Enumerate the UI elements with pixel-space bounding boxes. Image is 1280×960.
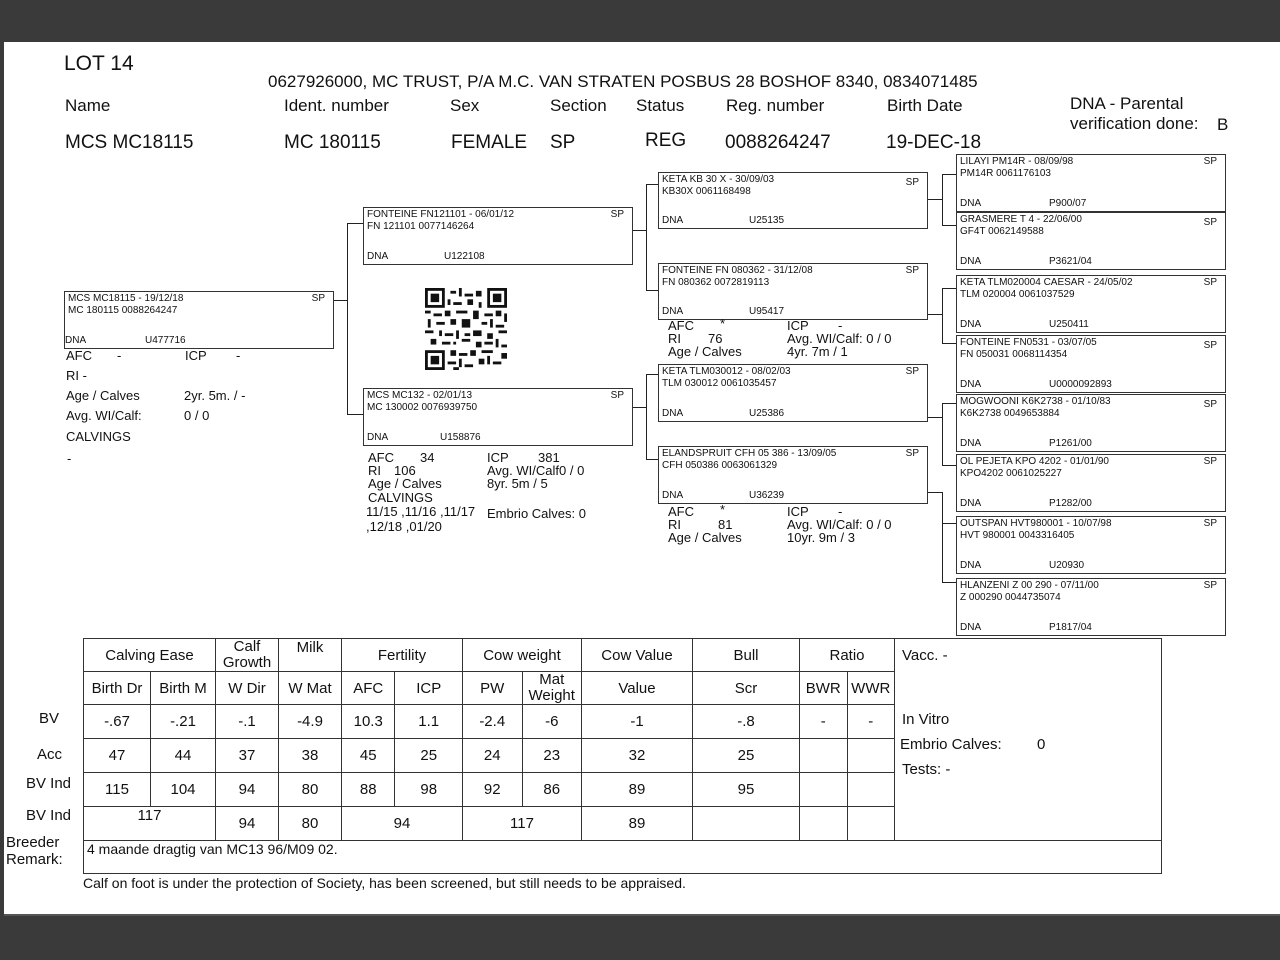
icp-label: ICP bbox=[185, 348, 207, 363]
cell: 44 bbox=[151, 739, 216, 773]
ggp2-sub: GF4T 0062149588 bbox=[960, 226, 1044, 237]
cell: 1.1 bbox=[395, 705, 463, 739]
ggp2-title: GRASMERE T 4 - 22/06/00 bbox=[960, 214, 1082, 225]
cell: 89 bbox=[582, 773, 693, 807]
group-bull: Bull bbox=[693, 639, 800, 672]
ggp7-dna-value: U20930 bbox=[1049, 560, 1085, 571]
header-name: Name bbox=[65, 96, 111, 115]
cell: -1 bbox=[582, 705, 693, 739]
cell bbox=[800, 773, 848, 807]
grandparent-box-4 bbox=[658, 446, 928, 504]
connector bbox=[942, 288, 956, 289]
ggp1-title: LILAYI PM14R - 08/09/98 bbox=[960, 156, 1074, 167]
col-w-mat: W Mat bbox=[279, 672, 342, 705]
dam-dna-value: U158876 bbox=[440, 432, 481, 443]
group-calf-growth bbox=[216, 639, 279, 672]
cell: 115 bbox=[84, 773, 151, 807]
ggp8-dna-value: P1817/04 bbox=[1049, 622, 1092, 633]
header-dna-1: DNA - Parental bbox=[1070, 94, 1184, 113]
great-grandparent-box-7 bbox=[956, 516, 1226, 574]
col-icp: ICP bbox=[395, 672, 463, 705]
ggp7-dna-label: DNA bbox=[960, 560, 982, 571]
connector bbox=[926, 199, 942, 200]
embrio-calves-value: 0 bbox=[1037, 736, 1046, 753]
cell: - bbox=[800, 705, 848, 739]
dam-sub: MC 130002 0076939750 bbox=[367, 402, 478, 413]
header-sex: Sex bbox=[450, 96, 480, 115]
connector bbox=[646, 374, 647, 460]
header-status: Status bbox=[636, 96, 685, 115]
in-vitro-text: In Vitro bbox=[902, 711, 950, 728]
ggp8-sp: SP bbox=[1203, 580, 1217, 591]
row-label-bv: BV bbox=[39, 710, 60, 727]
gp4-age-value: 10yr. 9m / 3 bbox=[787, 530, 855, 545]
gp1-sub: KB30X 0061168498 bbox=[662, 186, 751, 197]
row-label-acc: Acc bbox=[37, 746, 63, 763]
connector bbox=[631, 407, 646, 408]
gp3-title: KETA TLM030012 - 08/02/03 bbox=[662, 366, 791, 377]
cell: 80 bbox=[279, 773, 342, 807]
ggp5-sub: K6K2738 0049653884 bbox=[960, 408, 1060, 419]
footer-note: Calf on foot is under the protection of Society, has been screened, but still needs to be appraised. bbox=[83, 875, 686, 891]
ggp6-dna-label: DNA bbox=[960, 498, 982, 509]
gp2-dna-value: U95417 bbox=[749, 306, 785, 317]
great-grandparent-box-4 bbox=[956, 335, 1226, 393]
animal-ident: MC 180115 bbox=[284, 132, 381, 153]
gp2-sp: SP bbox=[905, 265, 919, 276]
ri-label: RI - bbox=[66, 368, 87, 383]
gp2-dna-label: DNA bbox=[662, 306, 684, 317]
vacc-text: Vacc. - bbox=[902, 647, 948, 664]
ggp4-title: FONTEINE FN0531 - 03/07/05 bbox=[960, 337, 1097, 348]
great-grandparent-box-5 bbox=[956, 394, 1226, 452]
ggp5-dna-label: DNA bbox=[960, 438, 982, 449]
connector bbox=[942, 403, 956, 404]
lot-sheet bbox=[4, 42, 1280, 916]
gp2-afc-value: * bbox=[720, 316, 726, 331]
connector bbox=[942, 174, 956, 175]
subject-sp: SP bbox=[311, 293, 325, 304]
calf-growth-line-2: Growth bbox=[222, 654, 272, 671]
dam-sp: SP bbox=[610, 390, 624, 401]
connector bbox=[646, 459, 658, 460]
breeding-values-table bbox=[83, 638, 1162, 874]
cell: 23 bbox=[522, 739, 582, 773]
ggp7-sub: HVT 980001 0043316405 bbox=[960, 530, 1075, 541]
age-label: Age / Calves bbox=[66, 388, 140, 403]
age-value: 2yr. 5m. / - bbox=[184, 388, 246, 403]
subject-dna-value: U477716 bbox=[145, 335, 186, 346]
gp2-age-label: Age / Calves bbox=[668, 344, 742, 359]
ggp5-sp: SP bbox=[1203, 399, 1217, 410]
gp2-ri-label: RI bbox=[668, 331, 681, 346]
afc-value: - bbox=[117, 348, 122, 363]
ggp2-sp: SP bbox=[1203, 217, 1217, 228]
connector bbox=[347, 223, 348, 415]
connector bbox=[332, 300, 347, 301]
gp2-icp-label: ICP bbox=[787, 318, 809, 333]
connector bbox=[942, 582, 956, 583]
gp4-afc-label: AFC bbox=[668, 504, 694, 519]
cell: 94 bbox=[342, 807, 463, 841]
cell: 37 bbox=[216, 739, 279, 773]
ggp3-title: KETA TLM020004 CAESAR - 24/05/02 bbox=[960, 277, 1133, 288]
gp4-title: ELANDSPRUIT CFH 05 386 - 13/09/05 bbox=[662, 448, 837, 459]
dam-icp-value: 381 bbox=[538, 450, 560, 465]
sire-dna-label: DNA bbox=[367, 251, 389, 262]
animal-section: SP bbox=[550, 132, 576, 153]
cell: 88 bbox=[342, 773, 395, 807]
afc-label: AFC bbox=[66, 348, 92, 363]
dna-value: B bbox=[1217, 115, 1229, 134]
connector bbox=[646, 374, 658, 375]
cell bbox=[847, 807, 895, 841]
connector bbox=[942, 465, 956, 466]
connector bbox=[631, 230, 646, 231]
grandparent-box-3 bbox=[658, 364, 928, 422]
sire-box bbox=[363, 207, 633, 265]
col-birth-dr: Birth Dr bbox=[84, 672, 151, 705]
cell: -2.4 bbox=[463, 705, 523, 739]
col-wwr: WWR bbox=[847, 672, 895, 705]
dam-title: MCS MC132 - 02/01/13 bbox=[367, 390, 473, 401]
group-cow-value: Cow Value bbox=[582, 639, 693, 672]
gp4-dna-label: DNA bbox=[662, 490, 684, 501]
ggp8-dna-label: DNA bbox=[960, 622, 982, 633]
dam-avg: Avg. WI/Calf0 / 0 bbox=[487, 463, 585, 478]
connector bbox=[646, 290, 658, 291]
subject-box bbox=[64, 291, 334, 349]
col-scr: Scr bbox=[693, 672, 800, 705]
cell bbox=[847, 773, 895, 807]
cell: 25 bbox=[693, 739, 800, 773]
dam-icp-label: ICP bbox=[487, 450, 509, 465]
sire-title: FONTEINE FN121101 - 06/01/12 bbox=[367, 209, 515, 220]
dam-calvings-2: ,12/18 ,01/20 bbox=[366, 519, 442, 534]
ggp1-sub: PM14R 0061176103 bbox=[960, 168, 1051, 179]
owner-line: 0627926000, MC TRUST, P/A M.C. VAN STRATEN POSBUS 28 BOSHOF 8340, 0834071485 bbox=[268, 72, 978, 91]
cell: 104 bbox=[151, 773, 216, 807]
connector bbox=[926, 417, 942, 418]
gp1-title: KETA KB 30 X - 30/09/03 bbox=[662, 174, 775, 185]
ggp5-dna-value: P1261/00 bbox=[1049, 438, 1092, 449]
ggp8-title: HLANZENI Z 00 290 - 07/11/00 bbox=[960, 580, 1099, 591]
col-bwr: BWR bbox=[800, 672, 848, 705]
embrio-calves-label: Embrio Calves: bbox=[900, 736, 1002, 753]
gp4-age-label: Age / Calves bbox=[668, 530, 742, 545]
great-grandparent-box-3 bbox=[956, 275, 1226, 333]
gp4-ri-label: RI bbox=[668, 517, 681, 532]
header-ident: Ident. number bbox=[284, 96, 389, 115]
connector bbox=[942, 492, 943, 583]
ggp3-sp: SP bbox=[1203, 277, 1217, 288]
calvings-label: CALVINGS bbox=[66, 429, 131, 444]
animal-sex: FEMALE bbox=[451, 132, 528, 153]
side-panel bbox=[895, 639, 1162, 841]
dam-ri-label: RI bbox=[368, 463, 381, 478]
gp2-ri-value: 76 bbox=[708, 331, 723, 346]
sire-sp: SP bbox=[610, 209, 624, 220]
cell: 92 bbox=[463, 773, 523, 807]
animal-birth: 19-DEC-18 bbox=[886, 132, 982, 153]
cell: 24 bbox=[463, 739, 523, 773]
gp4-sp: SP bbox=[905, 448, 919, 459]
gp2-avg: Avg. WI/Calf: 0 / 0 bbox=[787, 331, 892, 346]
gp2-performance bbox=[668, 318, 918, 358]
cell bbox=[847, 739, 895, 773]
grandparent-box-2 bbox=[658, 263, 928, 320]
cell bbox=[800, 807, 848, 841]
gp2-afc-label: AFC bbox=[668, 318, 694, 333]
ggp6-sp: SP bbox=[1203, 456, 1217, 467]
gp1-dna-label: DNA bbox=[662, 215, 684, 226]
ggp2-dna-label: DNA bbox=[960, 256, 982, 267]
cell bbox=[693, 807, 800, 841]
cell: -.67 bbox=[84, 705, 151, 739]
ggp5-title: MOGWOONI K6K2738 - 01/10/83 bbox=[960, 396, 1111, 407]
gp4-sub: CFH 050386 0063061329 bbox=[662, 460, 778, 471]
connector bbox=[646, 184, 647, 291]
cell: 47 bbox=[84, 739, 151, 773]
cell: -4.9 bbox=[279, 705, 342, 739]
ggp6-title: OL PEJETA KPO 4202 - 01/01/90 bbox=[960, 456, 1109, 467]
connector bbox=[347, 223, 363, 224]
subject-performance bbox=[66, 348, 326, 478]
gp1-sp: SP bbox=[905, 177, 919, 188]
cell: 25 bbox=[395, 739, 463, 773]
connector bbox=[942, 288, 943, 344]
great-grandparent-box-1 bbox=[956, 154, 1226, 212]
header-reg: Reg. number bbox=[726, 96, 825, 115]
great-grandparent-box-2 bbox=[956, 212, 1226, 270]
ggp3-sub: TLM 020004 0061037529 bbox=[960, 289, 1075, 300]
gp1-dna-value: U25135 bbox=[749, 215, 785, 226]
dam-embrio: Embrio Calves: 0 bbox=[487, 506, 586, 521]
animal-reg: 0088264247 bbox=[725, 132, 831, 153]
gp2-icp-value: - bbox=[838, 318, 843, 333]
gp4-avg: Avg. WI/Calf: 0 / 0 bbox=[787, 517, 892, 532]
ggp7-title: OUTSPAN HVT980001 - 10/07/98 bbox=[960, 518, 1112, 529]
group-milk: Milk bbox=[279, 639, 342, 672]
cell: 95 bbox=[693, 773, 800, 807]
gp4-icp-label: ICP bbox=[787, 504, 809, 519]
group-calving-ease: Calving Ease bbox=[84, 639, 216, 672]
cell: -.21 bbox=[151, 705, 216, 739]
ggp3-dna-label: DNA bbox=[960, 319, 982, 330]
group-fertility: Fertility bbox=[342, 639, 463, 672]
calvings-value: - bbox=[67, 451, 72, 466]
ggp2-dna-value: P3621/04 bbox=[1049, 256, 1092, 267]
calf-growth-line-1: Calf bbox=[233, 638, 261, 655]
ggp1-sp: SP bbox=[1203, 156, 1217, 167]
cell: -.8 bbox=[693, 705, 800, 739]
breeder-remark: 4 maande dragtig van MC13 96/M09 02. bbox=[84, 841, 1162, 874]
ggp7-sp: SP bbox=[1203, 518, 1217, 529]
ggp8-sub: Z 000290 0044735074 bbox=[960, 592, 1061, 603]
col-mat-weight bbox=[522, 672, 582, 705]
dam-calvings-1: 11/15 ,11/16 ,11/17 bbox=[366, 504, 476, 519]
group-cow-weight: Cow weight bbox=[463, 639, 582, 672]
row-label-bv-ind-2: BV Ind bbox=[26, 807, 72, 824]
gp3-sp: SP bbox=[905, 366, 919, 377]
ggp4-dna-label: DNA bbox=[960, 379, 982, 390]
sire-sub: FN 121101 0077146264 bbox=[367, 221, 475, 232]
dam-afc-label: AFC bbox=[368, 450, 394, 465]
header-section: Section bbox=[550, 96, 607, 115]
cell: - bbox=[847, 705, 895, 739]
cell: 94 bbox=[216, 807, 279, 841]
ggp6-dna-value: P1282/00 bbox=[1049, 498, 1092, 509]
weight-line: Weight bbox=[528, 687, 575, 704]
gp3-dna-value: U25386 bbox=[749, 408, 785, 419]
col-value: Value bbox=[582, 672, 693, 705]
gp2-age-value: 4yr. 7m / 1 bbox=[787, 344, 848, 359]
connector bbox=[646, 184, 658, 185]
col-w-dir: W Dir bbox=[216, 672, 279, 705]
great-grandparent-box-8 bbox=[956, 578, 1226, 636]
cell: 98 bbox=[395, 773, 463, 807]
row-label-bv-ind: BV Ind bbox=[26, 775, 72, 792]
cell: 89 bbox=[582, 807, 693, 841]
cell: -.1 bbox=[216, 705, 279, 739]
cell: 38 bbox=[279, 739, 342, 773]
gp3-dna-label: DNA bbox=[662, 408, 684, 419]
gp3-sub: TLM 030012 0061035457 bbox=[662, 378, 777, 389]
col-birth-m: Birth M bbox=[151, 672, 216, 705]
connector bbox=[942, 403, 943, 466]
col-pw: PW bbox=[463, 672, 523, 705]
gp4-ri-value: 81 bbox=[718, 517, 733, 532]
connector bbox=[942, 225, 956, 226]
gp4-afc-value: * bbox=[720, 502, 726, 517]
avg-value: 0 / 0 bbox=[184, 408, 210, 423]
subject-title: MCS MC18115 - 19/12/18 bbox=[68, 293, 184, 304]
connector bbox=[942, 343, 956, 344]
dam-afc-value: 34 bbox=[420, 450, 435, 465]
cell: 45 bbox=[342, 739, 395, 773]
ggp6-sub: KPO4202 0061025227 bbox=[960, 468, 1062, 479]
dam-ri-value: 106 bbox=[394, 463, 416, 478]
connector bbox=[942, 523, 956, 524]
col-afc: AFC bbox=[342, 672, 395, 705]
gp4-performance bbox=[668, 504, 918, 544]
gp4-icp-value: - bbox=[838, 504, 843, 519]
ggp3-dna-value: U250411 bbox=[1049, 319, 1089, 330]
subject-sub: MC 180115 0088264247 bbox=[68, 305, 178, 316]
connector bbox=[347, 414, 363, 415]
grandparent-box-1 bbox=[658, 172, 928, 229]
ggp4-sp: SP bbox=[1203, 340, 1217, 351]
gp2-sub: FN 080362 0072819113 bbox=[662, 277, 770, 288]
dam-age-value: 8yr. 5m / 5 bbox=[487, 476, 548, 491]
dam-calvings-label: CALVINGS bbox=[368, 490, 433, 505]
sire-dna-value: U122108 bbox=[444, 251, 485, 262]
cell: 32 bbox=[582, 739, 693, 773]
header-birth: Birth Date bbox=[887, 96, 963, 115]
animal-status: REG bbox=[645, 130, 687, 151]
icp-value: - bbox=[236, 348, 241, 363]
header-dna-2: verification done: bbox=[1070, 114, 1199, 133]
dam-performance bbox=[368, 450, 628, 540]
gp4-dna-value: U36239 bbox=[749, 490, 785, 501]
avg-label: Avg. WI/Calf: bbox=[66, 408, 142, 423]
tests-text: Tests: - bbox=[902, 761, 951, 778]
cell bbox=[800, 739, 848, 773]
ggp1-dna-label: DNA bbox=[960, 198, 982, 209]
breeder-label-1: Breeder bbox=[6, 834, 60, 851]
lot-number: LOT 14 bbox=[64, 52, 134, 75]
cell: -6 bbox=[522, 705, 582, 739]
ggp4-dna-value: U0000092893 bbox=[1049, 379, 1112, 390]
connector bbox=[942, 174, 943, 226]
connector bbox=[926, 492, 942, 493]
gp2-title: FONTEINE FN 080362 - 31/12/08 bbox=[662, 265, 813, 276]
qr-code-image bbox=[423, 288, 509, 370]
cell: 117 bbox=[463, 807, 582, 841]
cell: 10.3 bbox=[342, 705, 395, 739]
subject-dna-label: DNA bbox=[65, 335, 87, 346]
animal-name: MCS MC18115 bbox=[65, 132, 194, 153]
dam-age-label: Age / Calves bbox=[368, 476, 442, 491]
ggp4-sub: FN 050031 0068114354 bbox=[960, 349, 1068, 360]
cell: 94 bbox=[216, 773, 279, 807]
cell: 117 bbox=[84, 807, 216, 841]
cell: 86 bbox=[522, 773, 582, 807]
ggp1-dna-value: P900/07 bbox=[1049, 198, 1087, 209]
mat-line: Mat bbox=[539, 671, 565, 688]
connector bbox=[926, 314, 942, 315]
dam-dna-label: DNA bbox=[367, 432, 389, 443]
group-ratio: Ratio bbox=[800, 639, 895, 672]
breeder-label-2: Remark: bbox=[6, 851, 63, 868]
dam-box bbox=[363, 388, 633, 446]
great-grandparent-box-6 bbox=[956, 454, 1226, 512]
cell: 80 bbox=[279, 807, 342, 841]
